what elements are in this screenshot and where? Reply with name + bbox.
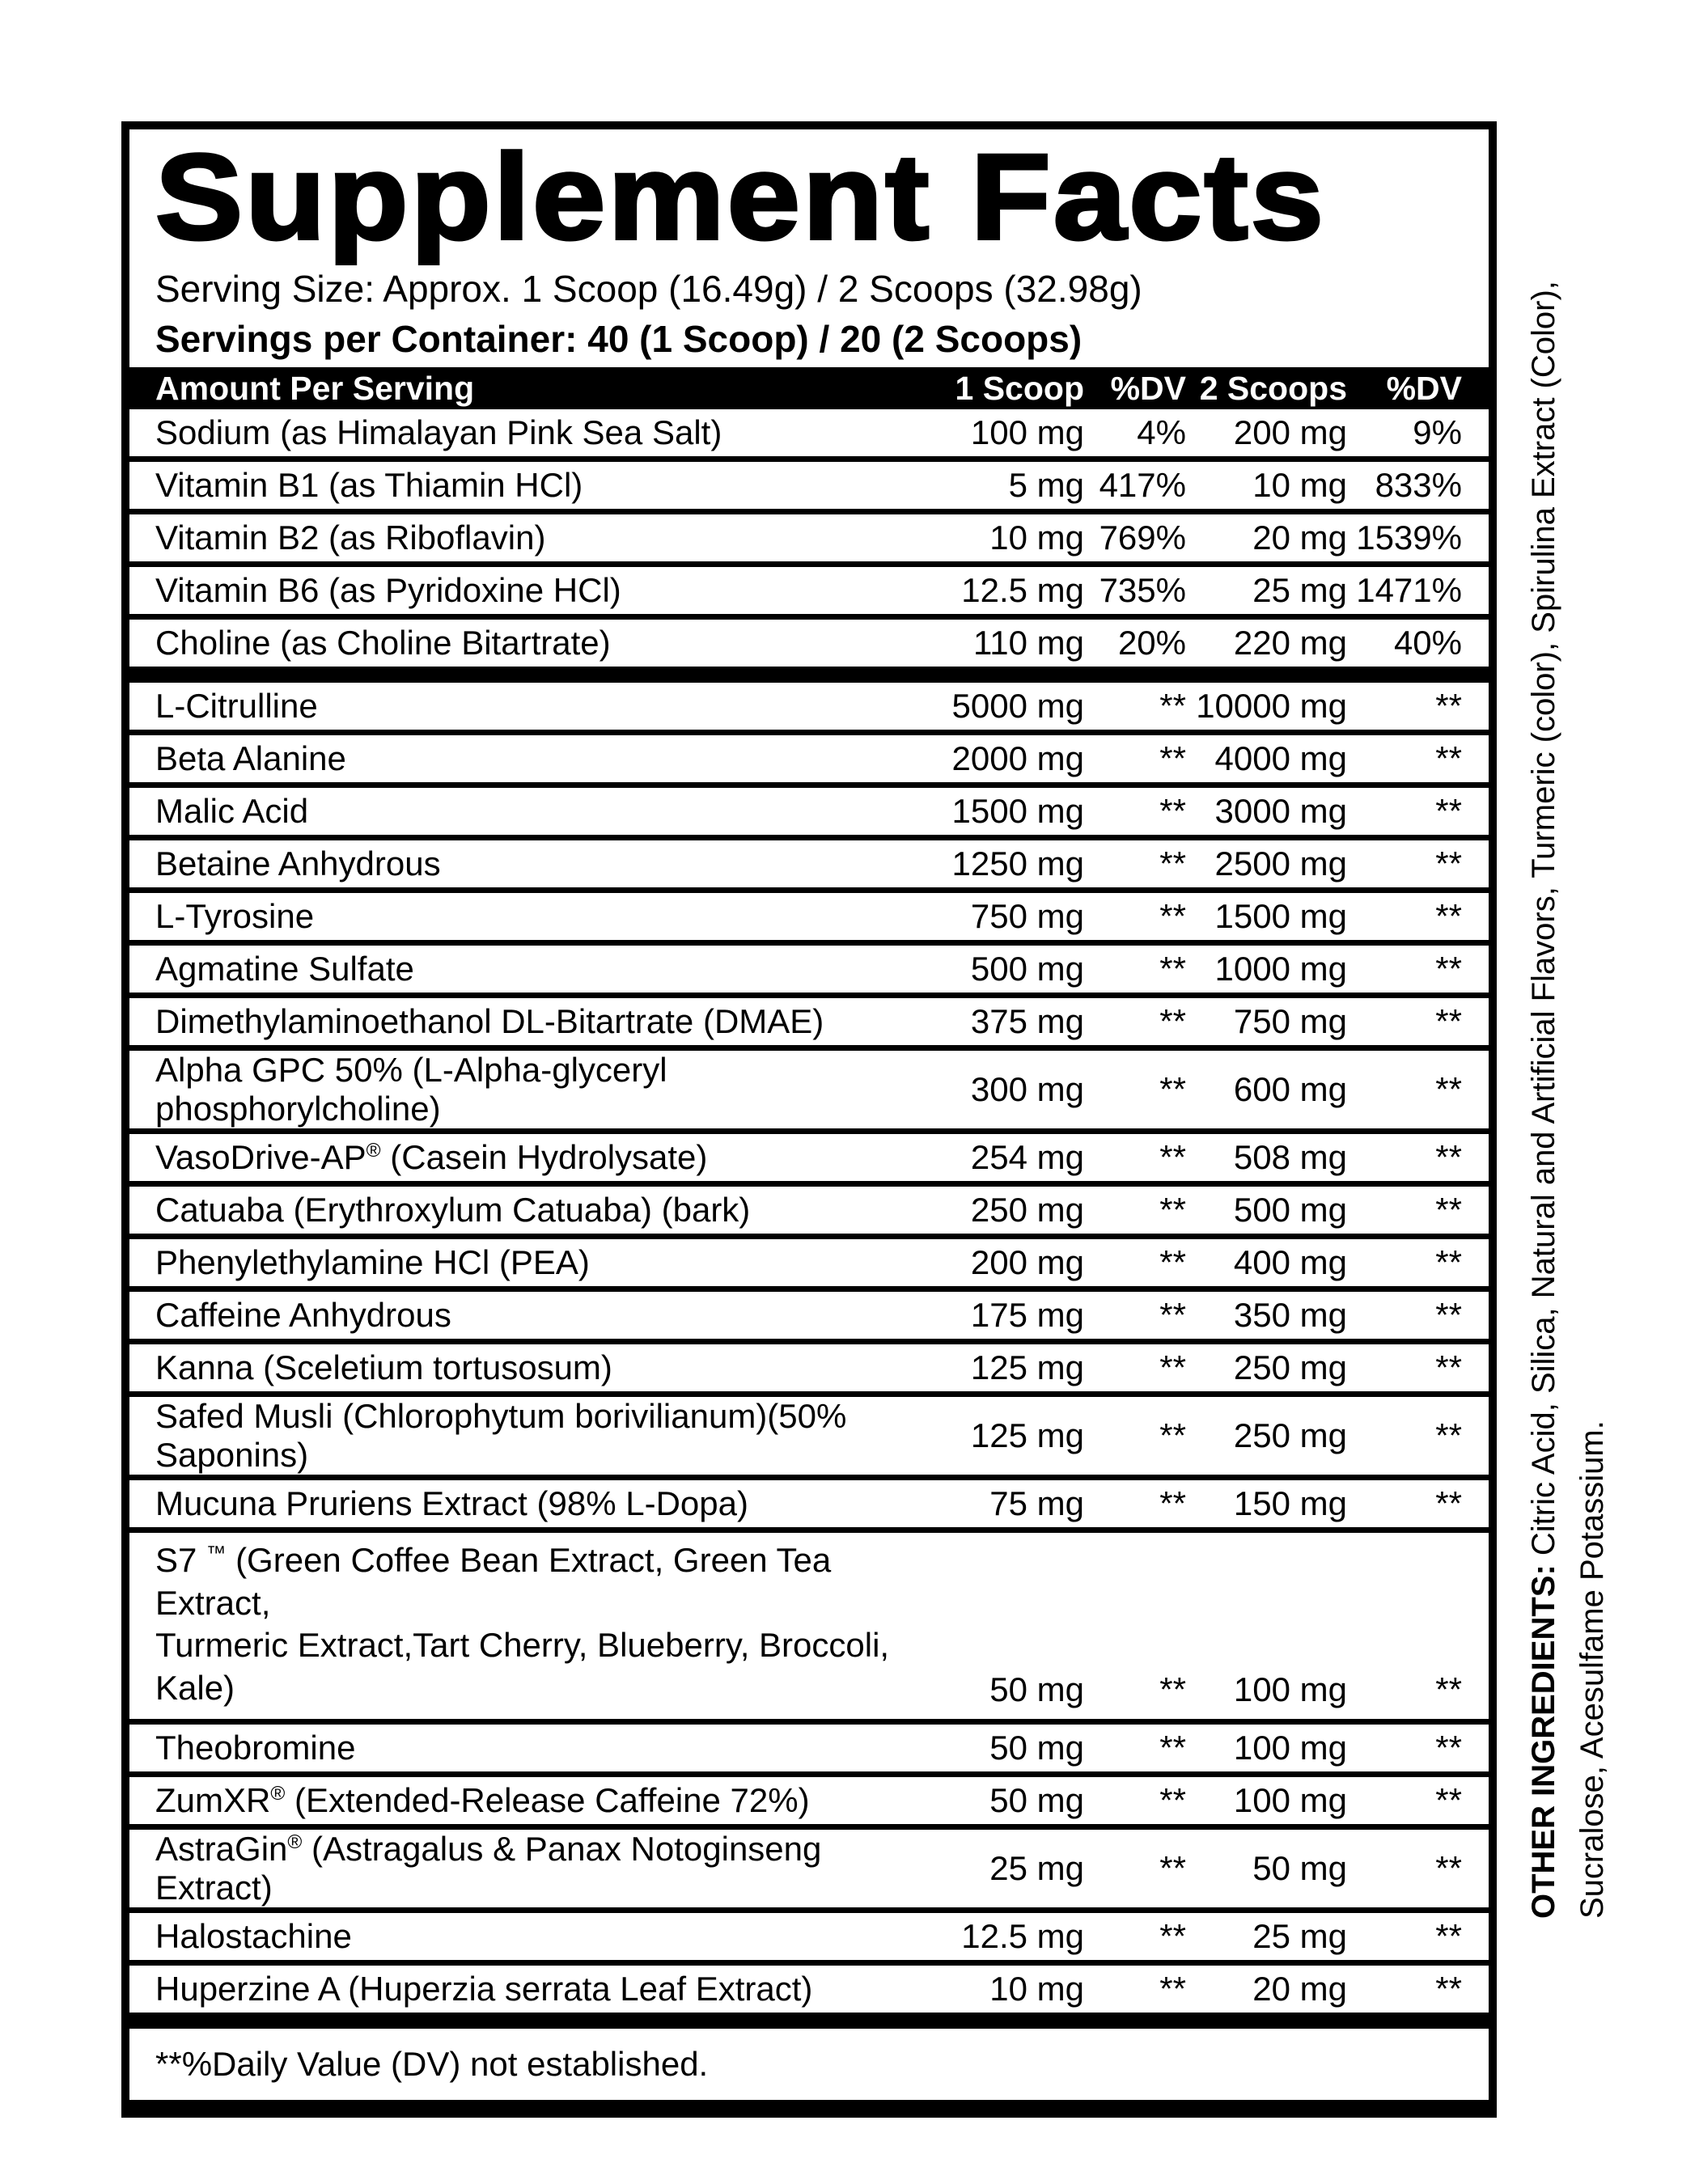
- amount-1-scoop: 50 mg: [989, 1670, 1084, 1708]
- panel-header-section: [129, 129, 1489, 367]
- dv-1-scoop: **: [1159, 1781, 1186, 1819]
- ingredient-row: [129, 887, 1489, 940]
- dv-1-scoop: **: [1159, 1416, 1186, 1454]
- ingredient-name-line-1: S7 ™ (Green Coffee Bean Extract, Green Tea Extract,: [155, 1541, 832, 1622]
- dv-2-scoops: **: [1435, 897, 1462, 935]
- ingredient-name-line-1: Phenylethylamine HCl (PEA): [155, 1243, 590, 1281]
- amount-2-scoops: 10000 mg: [1196, 687, 1347, 725]
- dv-2-scoops: **: [1435, 950, 1462, 988]
- dv-1-scoop: **: [1159, 687, 1186, 725]
- dv-2-scoops: **: [1435, 1348, 1462, 1386]
- amount-1-scoop: 12.5 mg: [961, 571, 1084, 609]
- dv-2-scoops: **: [1435, 1670, 1462, 1708]
- amount-1-scoop: 1250 mg: [951, 844, 1084, 882]
- ingredient-name: [155, 897, 943, 936]
- dv-1-scoop: **: [1159, 1070, 1186, 1108]
- amount-2-scoops: 350 mg: [1233, 1296, 1347, 1334]
- dv-2-scoops: **: [1435, 1191, 1462, 1229]
- amount-1-scoop: 50 mg: [989, 1729, 1084, 1767]
- ingredient-name-line-1: Malic Acid: [155, 792, 309, 830]
- ingredient-name-line-1: L-Tyrosine: [155, 897, 315, 935]
- footnote-row: [129, 2013, 1489, 2100]
- dv-1-scoop: **: [1159, 1002, 1186, 1040]
- ingredient-name: [155, 1729, 943, 1767]
- ingredient-name-line-1: Vitamin B6 (as Pyridoxine HCl): [155, 571, 621, 609]
- ingredient-rows: [129, 409, 1489, 2013]
- ingredient-name-line-1: Caffeine Anhydrous: [155, 1296, 451, 1334]
- dv-1-scoop: **: [1159, 950, 1186, 988]
- ingredient-row: [129, 1719, 1489, 1771]
- dv-1-scoop: **: [1159, 739, 1186, 777]
- dv-1-scoop: **: [1159, 1849, 1186, 1887]
- amount-1-scoop: 5 mg: [1008, 466, 1084, 504]
- amount-2-scoops: 10 mg: [1252, 466, 1347, 504]
- amount-2-scoops: 508 mg: [1233, 1138, 1347, 1176]
- dv-1-scoop: **: [1159, 1243, 1186, 1281]
- amount-1-scoop: 12.5 mg: [961, 1917, 1084, 1955]
- ingredient-name: [155, 1917, 943, 1956]
- column-header-dv-1: %DV: [1110, 369, 1186, 407]
- dv-1-scoop: 20%: [1117, 624, 1186, 662]
- ingredient-row: [129, 1824, 1489, 1907]
- amount-2-scoops: 100 mg: [1233, 1670, 1347, 1708]
- ingredient-row: [129, 835, 1489, 887]
- amount-2-scoops: 20 mg: [1252, 1970, 1347, 2008]
- amount-2-scoops: 3000 mg: [1214, 792, 1347, 830]
- amount-1-scoop: 1500 mg: [951, 792, 1084, 830]
- amount-1-scoop: 5000 mg: [951, 687, 1084, 725]
- amount-2-scoops: 100 mg: [1233, 1781, 1347, 1819]
- ingredient-name-line-1: Huperzine A (Huperzia serrata Leaf Extract): [155, 1970, 813, 2008]
- amount-1-scoop: 254 mg: [970, 1138, 1084, 1176]
- amount-2-scoops: 1500 mg: [1214, 897, 1347, 935]
- ingredient-name-line-1: Choline (as Choline Bitartrate): [155, 624, 611, 662]
- ingredient-name-line-1: Betaine Anhydrous: [155, 844, 441, 882]
- amount-2-scoops: 200 mg: [1233, 413, 1347, 451]
- amount-2-scoops: 500 mg: [1233, 1191, 1347, 1229]
- dv-2-scoops: **: [1435, 1917, 1462, 1955]
- ingredient-row: [129, 1771, 1489, 1824]
- serving-size-line: Serving Size: Approx. 1 Scoop (16.49g) / 2 Scoops (32.98g): [155, 268, 1142, 310]
- dv-2-scoops: **: [1435, 687, 1462, 725]
- amount-2-scoops: 250 mg: [1233, 1416, 1347, 1454]
- ingredient-row: [129, 1391, 1489, 1475]
- ingredient-name-line-1: L-Citrulline: [155, 687, 318, 725]
- dv-2-scoops: **: [1435, 1970, 1462, 2008]
- other-ingredients-vertical-text: [1519, 58, 1616, 1919]
- dv-2-scoops: 9%: [1413, 413, 1462, 451]
- ingredient-row: [129, 1339, 1489, 1391]
- dv-2-scoops: 40%: [1393, 624, 1462, 662]
- dv-2-scoops: 833%: [1375, 466, 1462, 504]
- amount-2-scoops: 25 mg: [1252, 1917, 1347, 1955]
- amount-1-scoop: 750 mg: [970, 897, 1084, 935]
- amount-1-scoop: 100 mg: [970, 413, 1084, 451]
- ingredient-name: [155, 1138, 943, 1177]
- ingredient-row: [129, 1286, 1489, 1339]
- table-header-bar: [129, 367, 1489, 409]
- amount-2-scoops: 1000 mg: [1214, 950, 1347, 988]
- dv-1-scoop: **: [1159, 1191, 1186, 1229]
- ingredient-name: [155, 413, 943, 452]
- daily-value-footnote: **%Daily Value (DV) not established.: [155, 2045, 709, 2083]
- dv-1-scoop: **: [1159, 1917, 1186, 1955]
- amount-2-scoops: 50 mg: [1252, 1849, 1347, 1887]
- amount-1-scoop: 110 mg: [973, 624, 1084, 662]
- dv-2-scoops: **: [1435, 739, 1462, 777]
- ingredient-name: [155, 1397, 943, 1475]
- amount-2-scoops: 20 mg: [1252, 518, 1347, 557]
- dv-2-scoops: **: [1435, 1729, 1462, 1767]
- ingredient-row: [129, 1527, 1489, 1719]
- ingredient-name: [155, 687, 943, 726]
- ingredient-name-line-1: Kanna (Sceletium tortusosum): [155, 1348, 612, 1386]
- ingredient-name-line-1: Theobromine: [155, 1729, 356, 1767]
- ingredient-name-line-1: Vitamin B1 (as Thiamin HCl): [155, 466, 583, 504]
- ingredient-name: [155, 844, 943, 883]
- dv-1-scoop: **: [1159, 1729, 1186, 1767]
- ingredient-row: [129, 456, 1489, 509]
- dv-2-scoops: **: [1435, 1849, 1462, 1887]
- dv-1-scoop: **: [1159, 1138, 1186, 1176]
- ingredient-name-line-1: Sodium (as Himalayan Pink Sea Salt): [155, 413, 722, 451]
- ingredient-row: [129, 509, 1489, 561]
- ingredient-name-line-1: Agmatine Sulfate: [155, 950, 414, 988]
- ingredient-row: [129, 614, 1489, 667]
- amount-1-scoop: 10 mg: [989, 518, 1084, 557]
- ingredient-name-line-1: VasoDrive-AP® (Casein Hydrolysate): [155, 1138, 708, 1176]
- ingredient-name-line-1: Alpha GPC 50% (L-Alpha-glyceryl phosphorylcholine): [155, 1051, 667, 1128]
- ingredient-name-line-1: ZumXR® (Extended-Release Caffeine 72%): [155, 1781, 810, 1819]
- dv-2-scoops: **: [1435, 1243, 1462, 1281]
- amount-1-scoop: 500 mg: [970, 950, 1084, 988]
- dv-1-scoop: 417%: [1099, 466, 1186, 504]
- dv-2-scoops: **: [1435, 1484, 1462, 1522]
- dv-2-scoops: 1539%: [1356, 518, 1462, 557]
- amount-1-scoop: 375 mg: [970, 1002, 1084, 1040]
- servings-per-container-line: Servings per Container: 40 (1 Scoop) / 20 (2 Scoops): [155, 318, 1083, 360]
- ingredient-row: [129, 409, 1489, 456]
- ingredient-name: [155, 518, 943, 557]
- amount-2-scoops: 600 mg: [1233, 1070, 1347, 1108]
- ingredient-name: [155, 1191, 943, 1230]
- ingredient-name: [155, 792, 943, 831]
- amount-2-scoops: 220 mg: [1233, 624, 1347, 662]
- amount-1-scoop: 200 mg: [970, 1243, 1084, 1281]
- ingredient-row: [129, 730, 1489, 782]
- dv-2-scoops: **: [1435, 1781, 1462, 1819]
- dv-1-scoop: **: [1159, 844, 1186, 882]
- ingredient-row: [129, 993, 1489, 1045]
- ingredient-name: [155, 1296, 943, 1335]
- amount-1-scoop: 2000 mg: [951, 739, 1084, 777]
- amount-1-scoop: 175 mg: [970, 1296, 1084, 1334]
- ingredient-name: [155, 1539, 943, 1709]
- ingredient-name-line-1: Safed Musli (Chlorophytum borivilianum)(50% Saponins): [155, 1397, 847, 1474]
- panel-title: Supplement Facts: [155, 129, 1327, 265]
- amount-1-scoop: 75 mg: [989, 1484, 1084, 1522]
- ingredient-row: [129, 782, 1489, 835]
- dv-2-scoops: **: [1435, 1416, 1462, 1454]
- ingredient-row: [129, 940, 1489, 993]
- dv-1-scoop: 735%: [1099, 571, 1186, 609]
- dv-1-scoop: **: [1159, 1970, 1186, 2008]
- amount-1-scoop: 10 mg: [989, 1970, 1084, 2008]
- ingredient-name: [155, 1002, 943, 1041]
- dv-2-scoops: **: [1435, 1002, 1462, 1040]
- ingredient-row: [129, 1045, 1489, 1128]
- ingredient-name: [155, 466, 943, 505]
- ingredient-name: [155, 739, 943, 778]
- ingredient-name: [155, 1051, 943, 1128]
- dv-2-scoops: 1471%: [1356, 571, 1462, 609]
- ingredient-row: [129, 1907, 1489, 1960]
- ingredient-row: [129, 1960, 1489, 2013]
- dv-1-scoop: **: [1159, 1296, 1186, 1334]
- amount-2-scoops: 2500 mg: [1214, 844, 1347, 882]
- amount-2-scoops: 25 mg: [1252, 571, 1347, 609]
- ingredient-name: [155, 950, 943, 988]
- column-header-2-scoops: 2 Scoops: [1199, 369, 1347, 407]
- amount-2-scoops: 4000 mg: [1214, 739, 1347, 777]
- ingredient-row: [129, 561, 1489, 614]
- column-header-dv-2: %DV: [1386, 369, 1462, 407]
- dv-1-scoop: **: [1159, 897, 1186, 935]
- dv-2-scoops: **: [1435, 1070, 1462, 1108]
- dv-1-scoop: **: [1159, 792, 1186, 830]
- ingredient-name-line-1: Vitamin B2 (as Riboflavin): [155, 518, 546, 557]
- amount-2-scoops: 400 mg: [1233, 1243, 1347, 1281]
- column-header-amount: Amount Per Serving: [155, 369, 475, 407]
- ingredient-name-line-1: Beta Alanine: [155, 739, 346, 777]
- ingredient-name: [155, 1484, 943, 1523]
- ingredient-row: [129, 1234, 1489, 1286]
- dv-2-scoops: **: [1435, 844, 1462, 882]
- ingredient-row: [129, 1128, 1489, 1181]
- amount-1-scoop: 125 mg: [970, 1348, 1084, 1386]
- other-ingredients-label: OTHER INGREDIENTS:: [1526, 1564, 1561, 1919]
- dv-1-scoop: 4%: [1137, 413, 1186, 451]
- ingredient-row: [129, 1475, 1489, 1527]
- amount-2-scoops: 250 mg: [1233, 1348, 1347, 1386]
- amount-1-scoop: 25 mg: [989, 1849, 1084, 1887]
- ingredient-name-line-2: Turmeric Extract,Tart Cherry, Blueberry, Broccoli, Kale): [155, 1626, 890, 1707]
- ingredient-name-line-1: Dimethylaminoethanol DL-Bitartrate (DMAE): [155, 1002, 824, 1040]
- dv-2-scoops: **: [1435, 792, 1462, 830]
- dv-1-scoop: 769%: [1099, 518, 1186, 557]
- supplement-facts-panel: [121, 121, 1497, 2118]
- amount-1-scoop: 125 mg: [970, 1416, 1084, 1454]
- other-ingredients-line-2: Sucralose, Acesulfame Potassium.: [1574, 1420, 1610, 1919]
- ingredient-row: [129, 1181, 1489, 1234]
- ingredient-name: [155, 1348, 943, 1387]
- ingredient-name: [155, 1243, 943, 1282]
- ingredient-row: [129, 667, 1489, 730]
- ingredient-name-line-1: Catuaba (Erythroxylum Catuaba) (bark): [155, 1191, 751, 1229]
- dv-2-scoops: **: [1435, 1138, 1462, 1176]
- amount-2-scoops: 100 mg: [1233, 1729, 1347, 1767]
- other-ingredients-list: Citric Acid, Silica, Natural and Artificial Flavors, Turmeric (color), Spirulina Extract (Color),: [1526, 281, 1561, 1565]
- amount-1-scoop: 50 mg: [989, 1781, 1084, 1819]
- ingredient-name-line-1: AstraGin® (Astragalus & Panax Notoginseng Extract): [155, 1830, 822, 1907]
- ingredient-name: [155, 1970, 943, 2008]
- other-ingredients-line-1: [1519, 58, 1568, 1919]
- dv-1-scoop: **: [1159, 1348, 1186, 1386]
- amount-2-scoops: 150 mg: [1233, 1484, 1347, 1522]
- dv-1-scoop: **: [1159, 1484, 1186, 1522]
- amount-1-scoop: 300 mg: [970, 1070, 1084, 1108]
- dv-1-scoop: **: [1159, 1670, 1186, 1708]
- dv-2-scoops: **: [1435, 1296, 1462, 1334]
- ingredient-name-line-1: Mucuna Pruriens Extract (98% L-Dopa): [155, 1484, 748, 1522]
- column-header-1-scoop: 1 Scoop: [955, 369, 1084, 407]
- ingredient-name: [155, 571, 943, 610]
- amount-2-scoops: 750 mg: [1233, 1002, 1347, 1040]
- ingredient-name-line-1: Halostachine: [155, 1917, 352, 1955]
- ingredient-name: [155, 1830, 943, 1907]
- ingredient-name: [155, 1781, 943, 1820]
- amount-1-scoop: 250 mg: [970, 1191, 1084, 1229]
- ingredient-name: [155, 624, 943, 662]
